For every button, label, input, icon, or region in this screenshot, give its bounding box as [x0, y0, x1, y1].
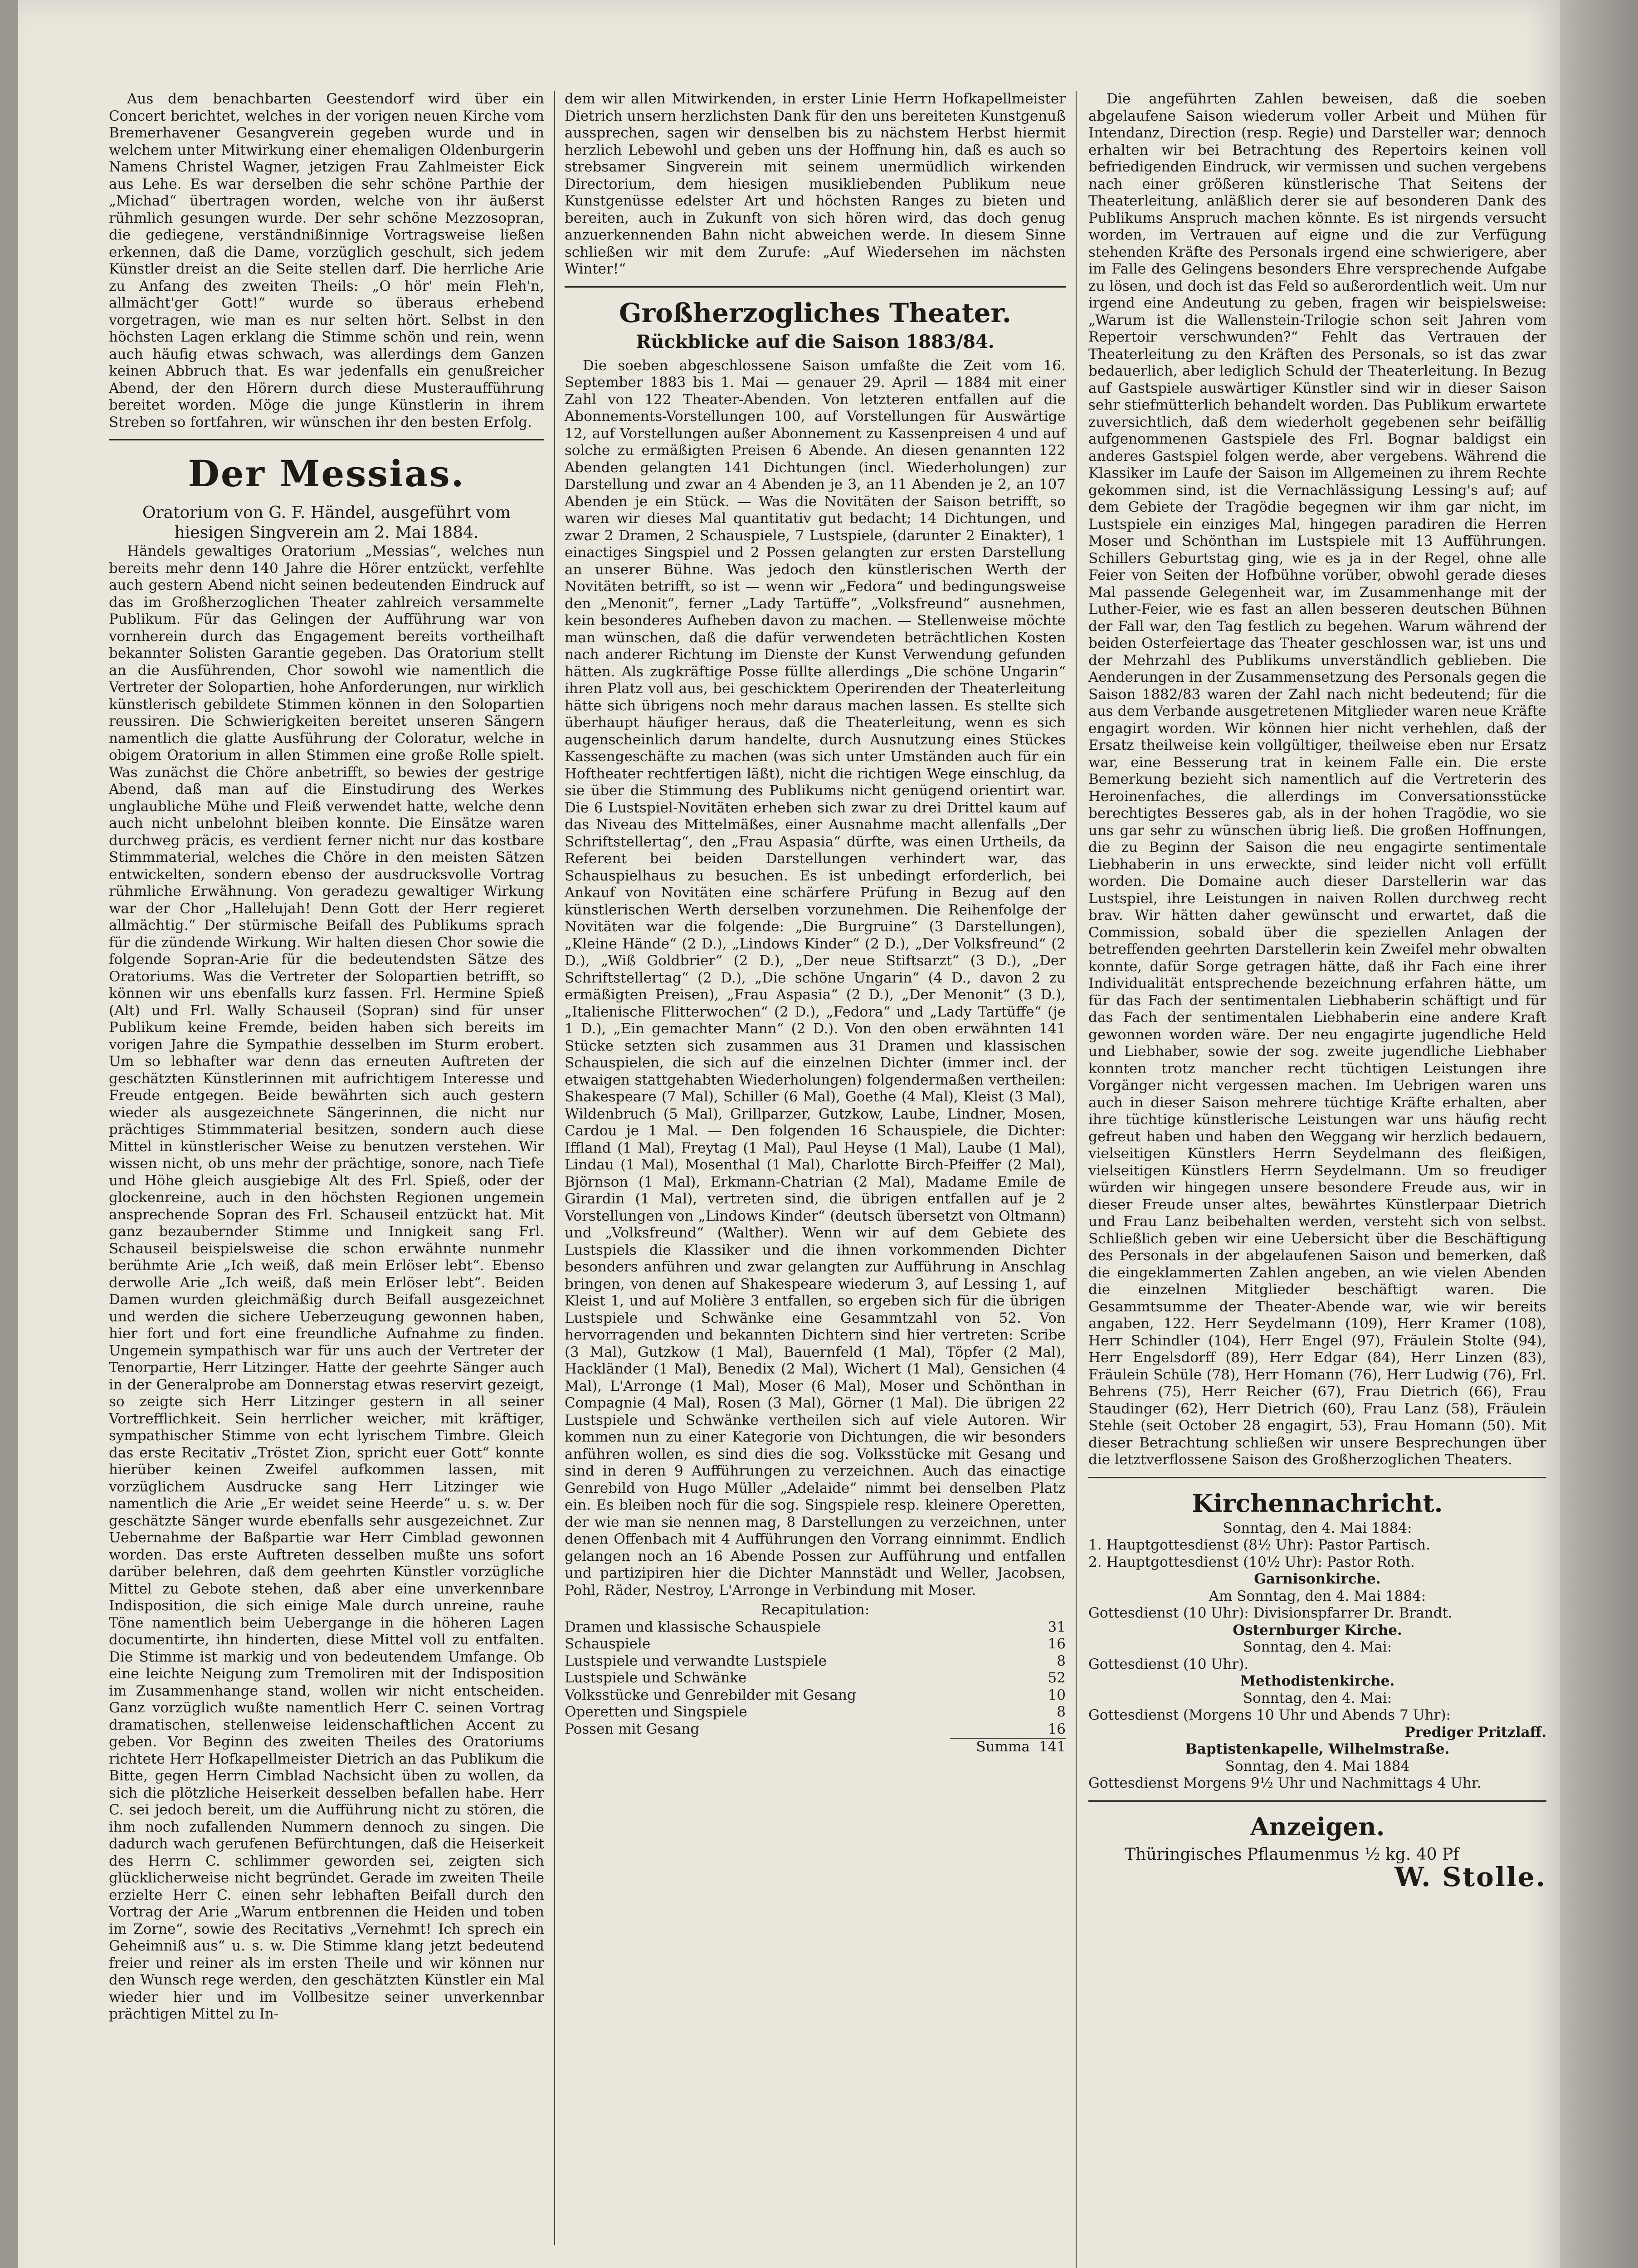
church-line: Gottesdienst (10 Uhr).	[1088, 1656, 1249, 1672]
church-line: 1. Hauptgottesdienst (8½ Uhr): Pastor Partisch.	[1088, 1537, 1431, 1553]
divider	[1088, 1477, 1546, 1478]
ad-product: Thüringisches Pflaumenmus ½ kg. 40 Pf	[1125, 1845, 1459, 1864]
divider	[109, 439, 544, 440]
recap-row: Lustspiele und verwandte Lustspiele 8	[565, 1652, 1066, 1669]
column-rule	[554, 91, 555, 2245]
advertisement	[1088, 1846, 1546, 1901]
church-line: Baptistenkapelle, Wilhelmstraße.	[1185, 1741, 1450, 1757]
church-line: Sonntag, den 4. Mai 1884	[1225, 1758, 1410, 1774]
ad-merchant: W. Stolle.	[1394, 1861, 1546, 1892]
church-notices	[1088, 1520, 1546, 1792]
church-line: Gottesdienst (Morgens 10 Uhr und Abends 7 Uhr):	[1088, 1707, 1451, 1723]
recap-row: Possen mit Gesang 16	[565, 1721, 1066, 1737]
church-line: Garnisonkirche.	[1254, 1571, 1381, 1587]
theater-article-continued: Die angeführten Zahlen beweisen, daß die soeben abgelaufene Saison wiederum voller Arbeit und Mühen für Intendanz, Direction (resp. Regie) und Darsteller war; dennoch erhalten wir bei Betrachtung des Repertoirs keinen voll befriedigenden Eindruck, wir vermissen und suchen vergebens nach einer größeren künstlerische That Seitens der Theaterleitung, anläßlich derer sie auf besonderen Dank des Publikums Anspruch machen könnte. Es ist nirgends versucht worden, im Vertrauen auf eigne und die zur Verfügung stehenden Kräfte des Personals irgend eine schwierigere, aber im Falle des Gelingens besonders Ehre versprechende Aufgabe zu lösen, und doch ist das Feld so außerordentlich weit. Um nur irgend eine Andeutung zu geben, fragen wir beispielsweise: „Warum ist die Wallenstein-Trilogie schon seit Jahren vom Repertoir verschwunden?“ Fehlt das Vertrauen der Theaterleitung zu den Kräften des Personals, so ist das zwar bedauerlich, aber lediglich Schuld der Theaterleitung. In Bezug auf Gastspiele auswärtiger Künstler sind wir in dieser Saison sehr stiefmütterlich behandelt worden. Das Publikum erwartete zuversichtlich, daß dem wiederholt gegebenen sehr beifällig aufgenommenen Gastspiele des Frl. Bognar baldigst ein anderes Gastspiel folgen werde, aber vergebens. Während die Klassiker im Laufe der Saison im Allgemeinen zu ihrem Rechte gekommen sind, ist die Vernachlässigung Lessing's auf; auf dem Gebiete der Tragödie begegnen wir ihm gar nicht, im Lustspiele ein einziges Mal, hingegen paradiren die Herren Moser und Schönthan im Lustspiele mit 13 Aufführungen. Schillers Geburtstag ging, wie es ja in der Regel, ohne alle Feier von Seiten der Hofbühne vorüber, obwohl gerade dieses Mal passende Gelegenheit war, im Zusammenhange mit der Luther-Feier, wie es fast an allen besseren deutschen Bühnen der Fall war, den Tag festlich zu begehen. Warum während der beiden Osterfeiertage das Theater geschlossen war, ist uns und der Mehrzahl des Publikums unverständlich geblieben. Die Aenderungen in der Zusammensetzung des Personals gegen die Saison 1882/83 waren der Zahl nach nicht bedeutend; für die aus dem Verbande ausgetretenen Mitglieder waren neue Kräfte engagirt worden. Wir können hier nicht verhehlen, daß der Ersatz theilweise kein vollgültiger, theilweise eben nur Ersatz war, eine Besserung trat in keinem Falle ein. Die erste Bemerkung bezieht sich namentlich auf die Vertreterin des Heroinenfaches, die allerdings im Conversationsstücke berechtigtes Besseres gab, als in der hohen Tragödie, wo sie uns gar sehr zu wünschen übrig ließ. Die großen Hoffnungen, die zu Beginn der Saison die neu engagirte sentimentale Liebhaberin in uns erweckte, sind leider nicht voll erfüllt worden. Die Domaine auch dieser Darstellerin war das Lustspiel, ihre Leistungen in naiven Rollen durchweg recht brav. Wir hätten daher gewünscht und erwartet, daß die Commission, sobald über die speziellen Anlagen der betreffenden geehrten Darstellerin kein Zweifel mehr obwalten konnte, dafür Sorge getragen hätte, daß ihr Fach eine ihrer Individualität entsprechende bezeichnung erfahren hätte, um für das Fach der sentimentalen Liebhaberin schäftigt und für das Fach der sentimentalen Liebhaberin eine andere Kraft gewonnen worden wäre. Der neu engagirte jugendliche Held und Liebhaber, sowie der sog. zweite jugendliche Liebhaber konnten trotz mancher recht tüchtigen Leistungen ihre Vorgänger nicht vergessen machen. Im Uebrigen waren uns auch in dieser Saison mehrere tüchtige Kräfte erhalten, aber ihre tüchtige künstlerische Leistungen war uns häufig recht gefreut haben und haben den Weggang wir herzlich bedauern, vielseitigen Künstlers Herrn Seydelmann des fleißigen, vielseitigen Künstlers Herrn Seydelmann. Um so freudiger würden wir hingegen unsere besondere Freude aus, wir in dieser Freude unser altes, bewährtes Künstlerpaar Dietrich und Frau Lanz beibehalten werden, versteht sich von selbst. Schließlich geben wir eine Uebersicht über die Beschäftigung des Personals in der abgelaufenen Saison und bemerken, daß die eingeklammerten Zahlen angeben, an wie vielen Abenden die einzelnen Mitglieder beschäftigt waren. Die Gesammtsumme der Theater-Abende war, wie wir bereits angaben, 122. Herr Seydelmann (109), Herr Kramer (108), Herr Schindler (104), Herr Engel (97), Fräulein Stolte (94), Herr Engelsdorff (89), Herr Edgar (84), Herr Linzen (83), Fräulein Schüle (78), Herr Homann (76), Herr Ludwig (76), Frl. Behrens (75), Herr Reicher (67), Frau Dietrich (66), Frau Staudinger (62), Herr Dietrich (60), Frau Lanz (58), Fräulein Stehle (seit October 28 engagirt, 53), Frau Homann (50). Mit dieser Betrachtung schließen wir unsere Besprechungen über die letztverflossene Saison des Großherzoglichen Theaters.	[1088, 91, 1546, 1468]
messias-article: Händels gewaltiges Oratorium „Messias“, welches nun bereits mehr denn 140 Jahre die Hörer entzückt, verfehlte auch gestern Abend nicht seinen bedeutenden Eindruck auf das im Großherzoglichen Theater zahlreich versammelte Publikum. Für das Gelingen der Aufführung war von vornherein durch das Engagement bereits vortheilhaft bekannter Solisten Garantie gegeben. Das Oratorium stellt an die Ausführenden, Chor sowohl wie namentlich die Vertreter der Solopartien, hohe Anforderungen, nur wirklich künstlerisch gebildete Stimmen können in den Solopartien reussiren. Die Schwierigkeiten bereitet unseren Sängern namentlich die glatte Ausführung der Coloratur, welche in obigem Oratorium in allen Stimmen eine große Rolle spielt. Was zunächst die Chöre anbetrifft, so bewies der gestrige Abend, daß man auf die Einstudirung des Werkes unglaubliche Mühe und Fleiß verwendet hatte, welche denn auch nicht unbelohnt bleiben konnte. Die Einsätze waren durchweg präcis, es verdient ferner nicht nur das kostbare Stimmmaterial, welches die Chöre in den meisten Sätzen entwickelten, sondern ebenso der ausdrucksvolle Vortrag rühmliche Erwähnung. Von geradezu gewaltiger Wirkung war der Chor „Hallelujah! Denn Gott der Herr regieret allmächtig.“ Der stürmische Beifall des Publikums sprach für die zündende Wirkung. Wir halten diesen Chor sowie die folgende Sopran-Arie für die bedeutendsten Sätze des Oratoriums. Was die Vertreter der Solopartien betrifft, so können wir uns ebenfalls kurz fassen. Frl. Hermine Spieß (Alt) und Frl. Wally Schauseil (Sopran) sind für unser Publikum keine Fremde, beiden haben sich bereits im vorigen Jahre die Sympathie desselben im Sturm erobert. Um so lebhafter war denn das erneuten Auftreten der geschätzten Künstlerinnen mit aufrichtigem Interesse und Freude entgegen. Beide bewährten sich auch gestern wieder als ausgezeichnete Sängerinnen, die nicht nur prächtiges Stimmmaterial besitzen, sondern auch diese Mittel in künstlerischer Weise zu benutzen verstehen. Wir wissen nicht, ob uns mehr der prächtige, sonore, nach Tiefe und Höhe gleich ausgiebige Alt des Frl. Spieß, oder der glockenreine, auch in den höchsten Regionen ungemein ansprechende Sopran des Frl. Schauseil entzückt hat. Mit ganz bezaubernder Stimme und Innigkeit sang Frl. Schauseil beispielsweise die schon erwähnte nunmehr berühmte Arie „Ich weiß, daß mein Erlöser lebt“. Ebenso derwolle Arie „Ich weiß, daß mein Erlöser lebt“. Beiden Damen wurden gleichmäßig durch Beifall ausgezeichnet und werden die sichere Ueberzeugung gewonnen haben, hier fort und fort eine freundliche Aufnahme zu finden. Ungemein sympathisch war für uns auch der Vertreter der Tenorpartie, Herr Litzinger. Hatte der geehrte Sänger auch in der Generalprobe am Donnerstag etwas reservirt gezeigt, so zeigte sich Herr Litzinger gestern in all seiner Vortrefflichkeit. Sein herrlicher weicher, mit kräftiger, sympathischer Stimme von echt lyrischem Timbre. Gleich das erste Recitativ „Tröstet Zion, spricht euer Gott“ konnte hierüber keinen Zweifel aufkommen lassen, mit vorzüglichem Ausdrucke sang Herr Litzinger wie namentlich die Arie „Er weidet seine Heerde“ u. s. w. Der geschätzte Sänger wurde ebenfalls sehr ausgezeichnet. Zur Uebernahme der Baßpartie war Herr Cimblad gewonnen worden. Das erste Auftreten desselben mußte uns sofort darüber belehren, daß dem geehrten Künstler vorzügliche Mittel zu Gebote stehen, daß aber eine unverkennbare Indisposition, die sich einige Male durch unreine, rauhe Töne namentlich beim Uebergange in die höheren Lagen documentirte, ihn hinderten, diese Mittel voll zu entfalten. Die Stimme ist markig und von bedeutendem Umfange. Ob eine leichte Neigung zum Tremoliren mit der Indisposition im Zusammenhange stand, wollen wir nicht entscheiden. Ganz vorzüglich wußte namentlich Herr C. seinen Vortrag dramatischen, stellenweise leidenschaftlichen Accent zu geben. Vor Beginn des zweiten Theiles des Oratoriums richtete Herr Hofkapellmeister Dietrich an das Publikum die Bitte, gegen Herrn Cimblad Nachsicht üben zu wollen, da sich die plötzliche Heiserkeit desselben befallen habe. Herr C. sei jedoch bereit, um die Aufführung nicht zu stören, die ihm noch zufallenden Nummern dennoch zu singen. Die dadurch wach gerufenen Befürchtungen, daß die Heiserkeit des Herrn C. schlimmer geworden sei, zeigten sich glücklicherweise nicht begründet. Gerade im zweiten Theile erzielte Herr C. einen sehr lebhaften Beifall durch den Vortrag der Arie „Warum entbrennen die Heiden und toben im Zorne“, sowie des Recitativs „Vernehmt! Ich sprech ein Geheimniß aus“ u. s. w. Die Stimme klang jetzt bedeutend freier und reiner als im ersten Theile und wir können nur den Wunsch rege werden, den geschätzten Künstler ein Mal wieder hier und im Vollbesitze seiner unverkennbar prächtigen Mittel zu In-	[109, 543, 544, 2022]
messias-title: Der Messias.	[188, 452, 465, 495]
messias-subtitle: Oratorium von G. F. Händel, ausgeführt vom hiesigen Singverein am 2. Mai 1884.	[142, 503, 511, 542]
column-rule	[1076, 91, 1077, 2268]
church-line: Sonntag, den 4. Mai:	[1243, 1690, 1392, 1706]
ads-title: Anzeigen.	[1250, 1812, 1385, 1841]
column-2	[565, 91, 1066, 1756]
recap-row: Dramen und klassische Schauspiele 31	[565, 1618, 1066, 1635]
church-line: Gottesdienst Morgens 9½ Uhr und Nachmittags 4 Uhr.	[1088, 1775, 1482, 1791]
divider	[1088, 1800, 1546, 1802]
column-1	[109, 91, 544, 2023]
church-line: 2. Hauptgottesdienst (10½ Uhr): Pastor Roth.	[1088, 1554, 1415, 1570]
church-line: Sonntag, den 4. Mai 1884:	[1223, 1520, 1412, 1536]
recap-row: Lustspiele und Schwänke 52	[565, 1670, 1066, 1686]
messias-article-continued: dem wir allen Mitwirkenden, in erster Linie Herrn Hofkapellmeister Dietrich unsern herzlichsten Dank für den uns bereiteten Kunstgenuß aussprechen, sagen wir denselben bis zu nächstem Herbst hiermit herzlich Lebewohl und geben uns der Hoffnung hin, daß es auch so strebsamer Singverein mit seinem unermüdlich wirkenden Directorium, dem hiesigen musikliebenden Publikum neue Kunstgenüsse edelster Art und höchsten Ranges zu bieten und bereiten, auch in Zukunft von sich hören wird, das doch genug anzuerkennenden Bahn nicht abweichen werde. In diesem Sinne schließen wir mit dem Zurufe: „Auf Wiedersehen im nächsten Winter!“	[565, 91, 1066, 277]
recap-row: Volksstücke und Genrebilder mit Gesang 10	[565, 1686, 1066, 1703]
church-line: Osternburger Kirche.	[1233, 1622, 1402, 1638]
column-3	[1088, 91, 1546, 1901]
recap-row: Operetten und Singspiele 8	[565, 1704, 1066, 1720]
concert-report: Aus dem benachbarten Geestendorf wird über ein Concert berichtet, welches in der vorigen neuen Kirche vom Bremerhavener Gesangverein gegeben wurde und in welchem unter Mitwirkung einer ehemaligen Oldenburgerin Namens Christel Wagner, jetzigen Frau Zahlmeister Eick aus Lehe. Es war derselben die sehr schöne Parthie der „Michad“ übertragen worden, welche von ihr äußerst rühmlich gesungen wurde. Der sehr schöne Mezzosopran, die gediegene, verständnißinnige Vortragsweise ließen erkennen, daß die Dame, vorzüglich geschult, sich jedem Künstler dreist an die Seite stellen darf. Die herrliche Arie zu Anfang des zweiten Theils: „O hör' mein Fleh'n, allmächt'ger Gott!“ wurde so überaus erhebend vorgetragen, wie man es nur selten hört. Selbst in den höchsten Lagen erklang die Stimme schön und rein, wenn auch häufig etwas schwach, was allerdings dem Ganzen keinen Abbruch that. Es war jedenfalls ein genußreicher Abend, der den Hörern durch diese Musteraufführung bereitet worden. Möge die junge Künstlerin in ihrem Streben so fortfahren, wir wünschen ihr den besten Erfolg.	[109, 91, 544, 430]
church-line: Gottesdienst (10 Uhr): Divisionspfarrer Dr. Brandt.	[1088, 1605, 1453, 1621]
recap-row: Schauspiele 16	[565, 1636, 1066, 1652]
church-line: Am Sonntag, den 4. Mai 1884:	[1209, 1588, 1426, 1604]
church-line: Prediger Pritzlaff.	[1404, 1724, 1546, 1740]
page-edge	[1560, 0, 1638, 2268]
recap-title: Recapitulation:	[760, 1602, 870, 1618]
recapitulation-table	[565, 1602, 1066, 1756]
theater-article: Die soeben abgeschlossene Saison umfaßte die Zeit vom 16. September 1883 bis 1. Mai — genauer 29. April — 1884 mit einer Zahl von 122 Theater-Abenden. Von letzteren entfallen auf die Abonnements-Vorstellungen 100, auf Vorstellungen für Auswärtige 12, auf Vorstellungen außer Abonnement zu Kassenpreisen 4 und auf solche zu ermäßigten Preisen 6 Abende. An diesen genannten 122 Abenden gelangten 141 Dichtungen (incl. Wiederholungen) zur Darstellung und zwar an 4 Abenden je 3, an 11 Abenden je 2, an 107 Abenden je ein Stück. — Was die Novitäten der Saison betrifft, so waren wir dieses Mal quantitativ gut bedacht; 14 Dichtungen, und zwar 2 Dramen, 2 Schauspiele, 7 Lustspiele, (darunter 2 Einakter), 1 einactiges Singspiel und 2 Possen gelangten zur ersten Darstellung an unserer Bühne. Was jedoch den künstlerischen Werth der Novitäten betrifft, so ist — wenn wir „Fedora“ und bedingungsweise den „Menonit“, ferner „Lady Tartüffe“, „Volksfreund“ ausnehmen, kein besonderes Aufheben davon zu machen. — Stellenweise möchte man wünschen, daß die dafür verwendeten beträchtlichen Kosten nach anderer Richtung im Dienste der Kunst Verwendung gefunden hätten. Als zugkräftige Posse füllte allerdings „Die schöne Ungarin“ ihren Platz voll aus, bei geschicktem Operirenden der Theaterleitung hätte sich übrigens noch mehr daraus machen lassen. Es stellte sich überhaupt häufiger heraus, daß die Theaterleitung, wenn es sich augenscheinlich darum handelte, durch Ausnutzung eines Stückes Kassengeschäfte zu machen (was sich unter Umständen auch für ein Hoftheater rechtfertigen läßt), nicht die richtigen Wege einschlug, da sie über die Stimmung des Publikums nicht genügend orientirt war. Die 6 Lustspiel-Novitäten erheben sich zwar zu drei Drittel kaum auf das Niveau des Mittelmäßes, einer Ausnahme macht allenfalls „Der Schriftstellertag“, den „Frau Aspasia“ dürfte, was einen Urtheils, da Referent bei beiden Darstellungen verhindert war, das Schauspielhaus zu besuchen. Es ist unbedingt erforderlich, bei Ankauf von Novitäten eine schärfere Prüfung in Bezug auf den künstlerischen Werth derselben vorzunehmen. Die Reihenfolge der Novitäten war die folgende: „Die Burgruine“ (3 Darstellungen), „Kleine Hände“ (2 D.), „Lindows Kinder“ (2 D.), „Der Volksfreund“ (2 D.), „Wiß Goldbrier“ (2 D.), „Der neue Stiftsarzt“ (3 D.), „Der Schriftstellertag“ (2 D.), „Die schöne Ungarin“ (4 D., davon 2 zu ermäßigten Preisen), „Frau Aspasia“ (2 D.), „Der Menonit“ (3 D.), „Italienische Flitterwochen“ (2 D.), „Fedora“ und „Lady Tartüffe“ (je 1 D.), „Ein gemachter Mann“ (2 D.). Von den oben erwähnten 141 Stücke setzten sich zusammen aus 31 Dramen und klassischen Schauspielen, die sich auf die einzelnen Dichter (immer incl. der etwaigen stattgehabten Wiederholungen) folgendermaßen vertheilen: Shakespeare (7 Mal), Schiller (6 Mal), Goethe (4 Mal), Kleist (3 Mal), Wildenbruch (5 Mal), Grillparzer, Gutzkow, Laube, Lindner, Mosen, Cardou je 1 Mal. — Den folgenden 16 Schauspiele, die Dichter: Iffland (1 Mal), Freytag (1 Mal), Paul Heyse (1 Mal), Laube (1 Mal), Lindau (1 Mal), Mosenthal (1 Mal), Charlotte Birch-Pfeiffer (2 Mal), Björnson (1 Mal), Erkmann-Chatrian (2 Mal), Madame Emile de Girardin (1 Mal), vertreten sind, die übrigen entfallen auf je 2 Vorstellungen von „Lindows Kinder“ (deutsch übersetzt von Oltmann) und „Volksfreund“ (Walther). Wenn wir auf dem Gebiete des Lustspiels die Klassiker und die ihnen vorkommenden Dichter besonders anführen und zwar gelangten zur Aufführung in Anschlag bringen, von denen auf Shakespeare wiederum 3, auf Lessing 1, auf Kleist 1, und auf Molière 3 entfallen, so ergeben sich für die übrigen Lustspiele und Schwänke eine Gesammtzahl von 52. Von hervorragenden und bekannten Dichtern sind hier vertreten: Scribe (3 Mal), Gutzkow (1 Mal), Bauernfeld (1 Mal), Töpfer (2 Mal), Hackländer (1 Mal), Benedix (2 Mal), Wichert (1 Mal), Gensichen (4 Mal), L'Arronge (1 Mal), Moser (6 Mal), Moser und Schönthan in Compagnie (4 Mal), Rosen (3 Mal), Görner (1 Mal). Die übrigen 22 Lustspiele und Schwänke vertheilen sich auf viele Autoren. Wir kommen nun zu einer Kategorie von Dichtungen, die wir besonders anführen wollen, es sind dies die sog. Volksstücke mit Gesang und sind in deren 9 Aufführungen zu verzeichnen. Auch das einactige Genrebild von Hugo Müller „Adelaide“ nimmt bei denselben Platz ein. Es bleiben noch für die sog. Singspiele resp. kleinere Operetten, der wie man sie nennen mag, 8 Darstellungen zu verzeichnen, unter denen Offenbach mit 4 Aufführungen den Vorrang einnimmt. Endlich gelangen noch an 16 Abende Possen zur Aufführung und entfallen und partizipiren hier die Dichter Mannstädt und Weller, Jacobsen, Pohl, Räder, Nestroy, L'Arronge in Verbindung mit Moser.	[565, 357, 1066, 1598]
church-title: Kirchennachricht.	[1192, 1488, 1443, 1518]
theater-title: Großherzogliches Theater.	[619, 297, 1011, 328]
theater-subtitle: Rückblicke auf die Saison 1883/84.	[636, 331, 994, 352]
divider	[565, 286, 1066, 288]
church-line: Methodistenkirche.	[1240, 1673, 1395, 1689]
church-line: Sonntag, den 4. Mai:	[1243, 1639, 1392, 1655]
recap-sum: Summa 141	[950, 1738, 1066, 1756]
